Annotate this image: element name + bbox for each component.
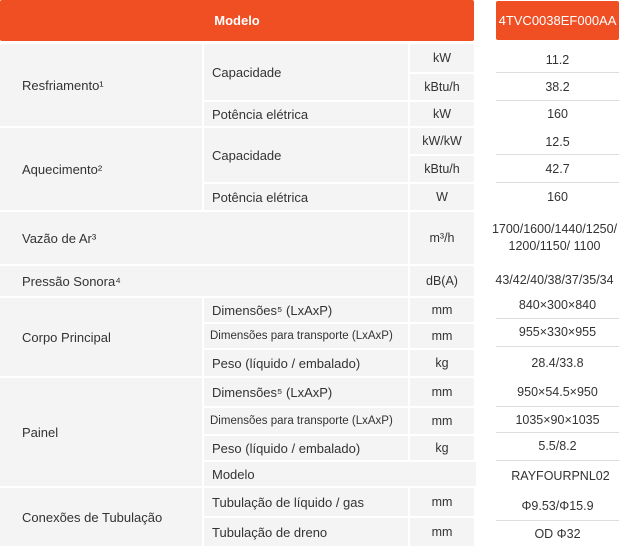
corpo-unit-3: kg	[410, 350, 474, 376]
header-model-code: 4TVC0038EF000AA	[496, 1, 619, 40]
row-label-painel: Painel	[0, 378, 202, 486]
painel-value-3: 5.5/8.2	[496, 434, 619, 458]
painel-peso: Peso (líquido / embalado)	[204, 436, 408, 460]
row-label-vazao: Vazão de Ar³	[0, 212, 408, 264]
resfriamento-value-2: 38.2	[496, 74, 619, 100]
aquecimento-unit-3: W	[410, 184, 474, 210]
painel-modelo: Modelo	[204, 462, 476, 486]
aquecimento-value-3: 160	[496, 184, 619, 210]
row-label-pressao: Pressão Sonora⁴	[0, 266, 408, 296]
aquecimento-unit-2: kBtu/h	[410, 156, 474, 182]
value-separator	[496, 72, 619, 73]
value-separator	[496, 182, 619, 183]
value-separator	[496, 432, 619, 433]
vazao-value-line-2: 1200/1150/ 1100	[508, 239, 601, 253]
resfriamento-unit-3: kW	[410, 102, 474, 126]
resfriamento-unit-2: kBtu/h	[410, 74, 474, 100]
conexoes-value-2: OD Φ32	[496, 522, 619, 546]
pressao-value: 43/42/40/38/37/35/34	[478, 266, 631, 294]
vazao-value	[478, 212, 631, 264]
corpo-peso: Peso (líquido / embalado)	[204, 350, 408, 376]
corpo-value-2: 955×330×955	[496, 320, 619, 344]
header-modelo: Modelo	[0, 0, 474, 41]
conexoes-unit-1: mm	[410, 488, 474, 516]
painel-unit-3: kg	[410, 436, 474, 460]
pressao-unit: dB(A)	[410, 266, 474, 296]
resfriamento-capacidade: Capacidade	[204, 44, 408, 100]
resfriamento-value-1: 11.2	[496, 48, 619, 72]
vazao-value-line-1: 1700/1600/1440/1250/	[491, 222, 618, 236]
conexoes-liquido: Tubulação de líquido / gas	[204, 488, 408, 516]
resfriamento-value-3: 160	[496, 102, 619, 126]
row-label-corpo: Corpo Principal	[0, 298, 202, 376]
value-separator	[496, 406, 619, 407]
value-separator	[496, 154, 619, 155]
resfriamento-unit-1: kW	[410, 44, 474, 72]
value-separator	[496, 460, 619, 461]
aquecimento-value-2: 42.7	[496, 156, 619, 182]
value-separator	[496, 520, 619, 521]
painel-value-4: RAYFOURPNL02	[490, 464, 631, 488]
conexoes-dreno: Tubulação de dreno	[204, 518, 408, 546]
painel-value-1: 950×54.5×950	[496, 380, 619, 404]
aquecimento-unit-1: kW/kW	[410, 128, 474, 154]
corpo-dimensoes: Dimensões⁵ (LxAxP)	[204, 298, 408, 322]
row-label-conexoes: Conexões de Tubulação	[0, 488, 202, 546]
corpo-unit-2: mm	[410, 324, 474, 348]
aquecimento-capacidade: Capacidade	[204, 128, 408, 182]
painel-value-2: 1035×90×1035	[496, 408, 619, 432]
row-label-resfriamento: Resfriamento¹	[0, 44, 202, 126]
vazao-unit: m³/h	[410, 212, 474, 264]
conexoes-unit-2: mm	[410, 518, 474, 546]
conexoes-value-1: Φ9.53/Φ15.9	[496, 494, 619, 518]
value-separator	[496, 100, 619, 101]
aquecimento-potencia: Potência elétrica	[204, 184, 408, 210]
painel-dimensoes-transporte: Dimensões para transporte (LxAxP)	[204, 408, 408, 434]
corpo-value-3: 28.4/33.8	[496, 350, 619, 376]
painel-unit-2: mm	[410, 408, 474, 434]
corpo-unit-1: mm	[410, 298, 474, 322]
corpo-dimensoes-transporte: Dimensões para transporte (LxAxP)	[204, 324, 408, 348]
row-label-aquecimento: Aquecimento²	[0, 128, 202, 210]
value-separator	[496, 346, 619, 347]
aquecimento-value-1: 12.5	[496, 130, 619, 154]
value-separator	[496, 318, 619, 319]
painel-dimensoes: Dimensões⁵ (LxAxP)	[204, 378, 408, 406]
painel-unit-1: mm	[410, 378, 474, 406]
corpo-value-1: 840×300×840	[496, 294, 619, 316]
resfriamento-potencia: Potência elétrica	[204, 102, 408, 126]
